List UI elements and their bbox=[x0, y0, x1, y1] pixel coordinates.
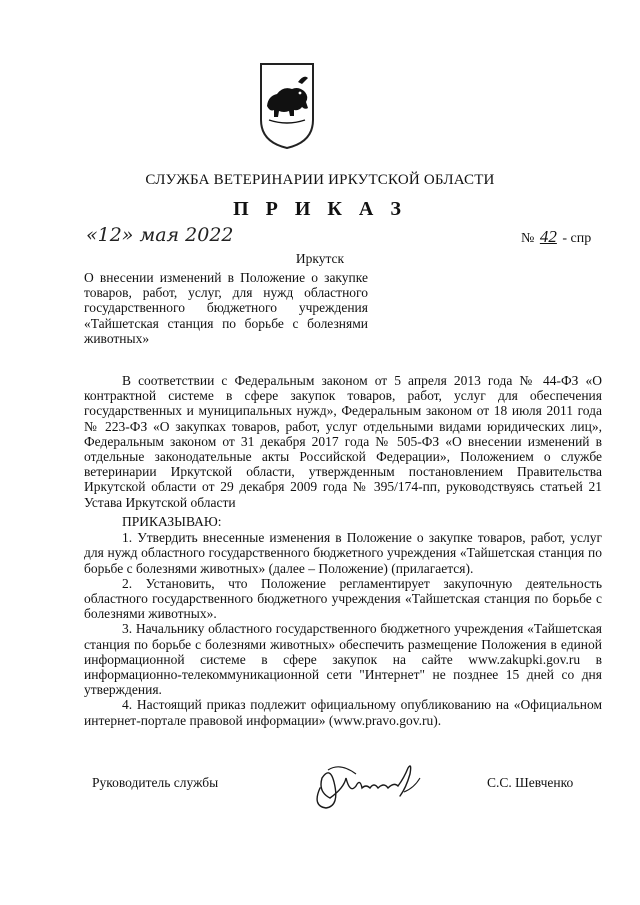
order-number bbox=[521, 227, 591, 247]
order-item-3: 3. Начальнику областного государственного бюджетного учреждения «Тайшетская станция по борьбе с болезнями животных» обеспечить размещение Положения в единой информационной системе в сфере закупок на сайте www.zakupki.gov.ru в информационно-телекоммуникационной сети "Интернет" не позднее 15 дней со дня утверждения. bbox=[84, 621, 602, 698]
signatory-position: Руководитель службы bbox=[92, 775, 219, 790]
order-item-4: 4. Настоящий приказ подлежит официальному опубликованию на «Официальном интернет-портале правовой информации» (www.pravo.gov.ru). bbox=[84, 697, 602, 728]
order-subject: О внесении изменений в Положение о закупке товаров, работ, услуг, для нужд областного государственного бюджетного учреждения «Тайшетская станция по борьбе с болезнями животных» bbox=[84, 270, 368, 346]
document-title: П Р И К А З bbox=[233, 198, 407, 220]
order-date: «12» мая 2022 bbox=[86, 224, 234, 246]
number-handwritten: 42 bbox=[539, 227, 557, 246]
orders-heading: ПРИКАЗЫВАЮ: bbox=[122, 514, 222, 529]
signature-mark bbox=[300, 748, 430, 816]
city: Иркутск bbox=[295, 251, 345, 266]
coat-of-arms-icon bbox=[258, 62, 316, 150]
organization-name: СЛУЖБА ВЕТЕРИНАРИИ ИРКУТСКОЙ ОБЛАСТИ bbox=[145, 172, 495, 188]
number-prefix: № bbox=[521, 231, 535, 246]
preamble-text: В соответствии с Федеральным законом от 5 апреля 2013 года № 44-ФЗ «О контрактной системе в сфере закупок товаров, работ, услуг для обеспечения государственных и муниципальных нужд», Федеральным законом от 18 июля 2011 года № 223-ФЗ «О закупках товаров, работ, услуг отдельными видами юридических лиц», Федеральным законом от 31 декабря 2017 года № 505-ФЗ «О внесении изменений в отдельные законодательные акты Российской Федерации», Положением о службе ветеринарии Иркутской области, утвержденным постановлением Правительства Иркутской области от 29 декабря 2009 года № 395/174-пп, руководствуясь статьей 21 Устава Иркутской области bbox=[84, 373, 602, 510]
order-item-1: 1. Утвердить внесенные изменения в Положение о закупке товаров, работ, услуг для нужд областного государственного бюджетного учреждения «Тайшетская станция по борьбе с болезнями животных» (далее – Положение) (прилагается). bbox=[84, 530, 602, 576]
preamble bbox=[84, 373, 602, 510]
order-item-2: 2. Установить, что Положение регламентирует закупочную деятельность областного государственного бюджетного учреждения «Тайшетская станция по борьбе с болезнями животных». bbox=[84, 575, 602, 622]
number-suffix: - спр bbox=[562, 231, 592, 246]
orders-section bbox=[84, 514, 602, 728]
signatory-name: С.С. Шевченко bbox=[487, 775, 574, 790]
